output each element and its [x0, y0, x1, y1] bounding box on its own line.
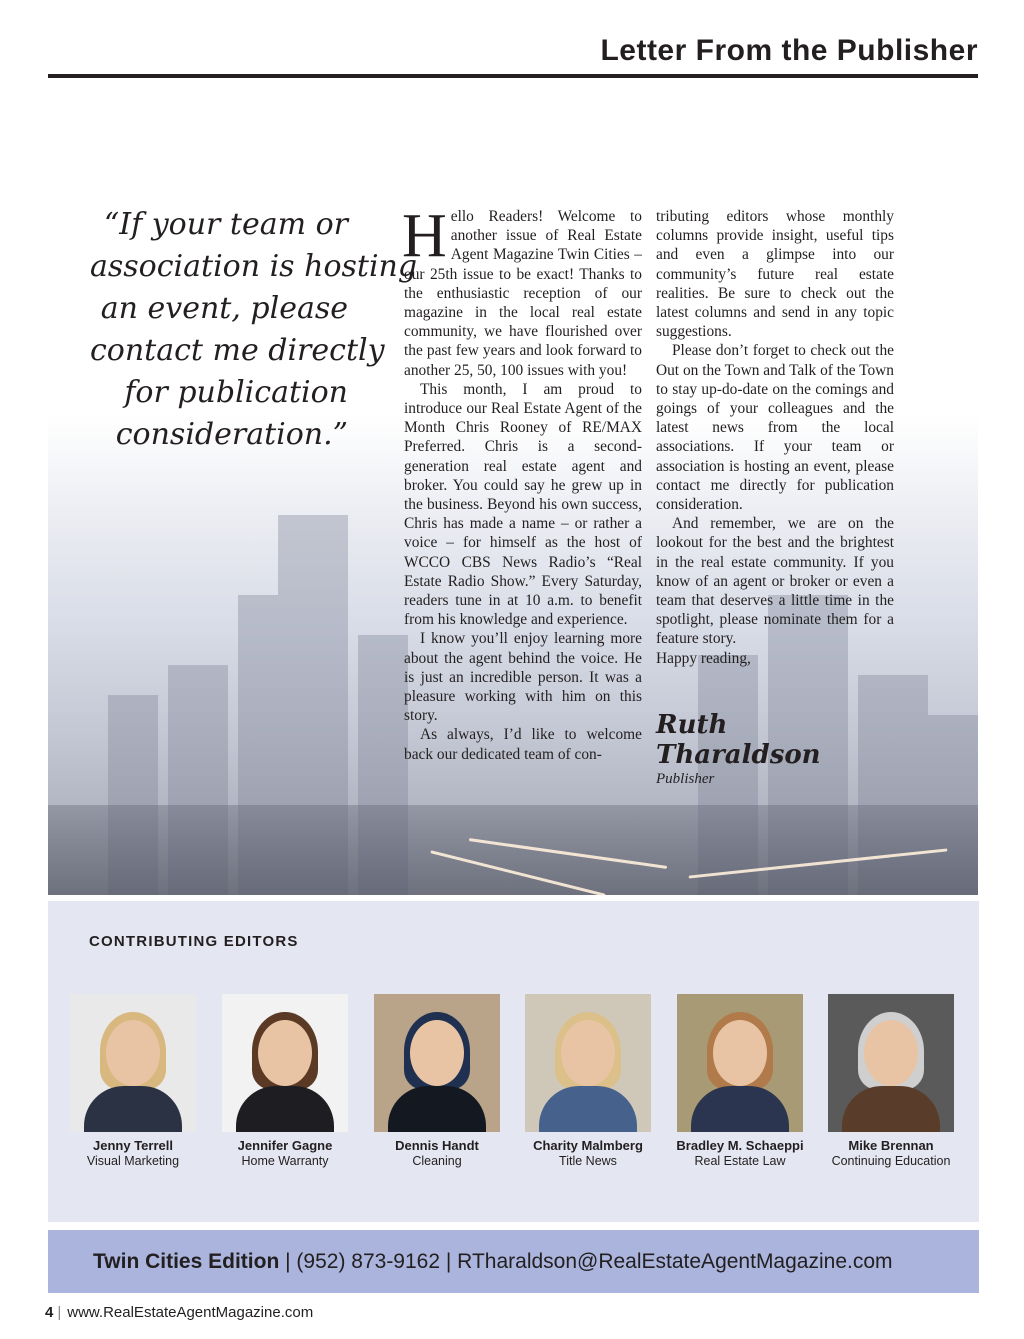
editor-photo [222, 994, 348, 1132]
editor-photo [677, 994, 803, 1132]
editor-photo [70, 994, 196, 1132]
editor-role: Home Warranty [241, 1154, 329, 1168]
publisher-signature: Ruth Tharaldson [656, 709, 821, 770]
letter-paragraph: And remember, we are on the lookout for the best and the brightest in the real estate community. If you know of an agent or broker or even a team that deserves a little time in the spotlight, please nominate them for a feature story. [656, 515, 894, 648]
editor-name: Bradley M. Schaeppi [676, 1138, 804, 1153]
editor-name: Jenny Terrell [93, 1138, 173, 1153]
letter-paragraph: As always, I’d like to welcome back our dedicated team of con- [404, 726, 642, 763]
editor-role: Cleaning [412, 1154, 462, 1168]
letter-paragraph: Please don’t forget to check out the Out on the Town and Talk of the Town to stay up-do-date on the comings and goings of your colleagues and the latest news from the local associations. If your team or association is hosting an event, please contact me directly for publication consideration. [656, 342, 894, 514]
page-title: Letter From the Publisher [600, 34, 978, 67]
editor-name: Mike Brennan [848, 1138, 934, 1153]
separator: | [285, 1250, 297, 1273]
page-number: 4 [45, 1304, 54, 1321]
drop-cap: H [402, 202, 447, 270]
editor-card [210, 994, 360, 1169]
editor-role: Visual Marketing [86, 1154, 180, 1168]
letter-paragraph: Hello Readers! Welcome to another issue of Real Estate Agent Magazine Twin Cities – our 25th issue to be exact! Thanks to the enthusiastic reception of our magazine in the local real estate community, we have flourished over the past few years and look forward to another 25, 50, 100 issues with you! [402, 202, 642, 379]
contact-phone[interactable]: (952) 873-9162 [296, 1250, 441, 1273]
separator: | [445, 1250, 458, 1273]
editor-card [58, 994, 208, 1169]
header-rule [48, 74, 978, 78]
contact-bar [48, 1230, 979, 1293]
editor-card [513, 994, 663, 1169]
pull-quote-line: an event, please [100, 291, 348, 326]
editor-card [665, 994, 815, 1169]
editor-role: Continuing Education [831, 1154, 951, 1168]
editor-name: Charity Malmberg [533, 1138, 643, 1153]
contact-email[interactable]: RTharaldson@RealEstateAgentMagazine.com [457, 1250, 893, 1273]
pull-quote-line: “If your team or [103, 207, 348, 242]
editor-photo [525, 994, 651, 1132]
letter-paragraph: I know you’ll enjoy learning more about the agent behind the voice. He is just an incredible person. It was a pleasure working with him on this story. [404, 630, 642, 725]
editors-heading: CONTRIBUTING EDITORS [89, 933, 299, 950]
contributing-editors-panel [48, 901, 979, 1222]
editor-card [362, 994, 512, 1169]
footer-website-link[interactable]: www.RealEstateAgentMagazine.com [67, 1304, 314, 1321]
page-footer [45, 1304, 313, 1321]
pull-quote-line: contact me directly [90, 333, 385, 368]
editor-photo [828, 994, 954, 1132]
publisher-title: Publisher [656, 770, 715, 787]
editor-role: Title News [559, 1154, 617, 1168]
editor-role: Real Estate Law [694, 1154, 786, 1168]
letter-column-1 [402, 202, 642, 764]
letter-paragraph: tributing editors whose monthly columns provide insight, useful tips and even a glimpse into our community’s future real estate realities. Be sure to check out the latest columns and send in any topic suggestions. [656, 208, 894, 341]
editor-name: Jennifer Gagne [237, 1138, 333, 1153]
editor-card [816, 994, 966, 1169]
letter-paragraph: This month, I am proud to introduce our Real Estate Agent of the Month Chris Rooney of RE/MAX Preferred. Chris is a second-generation real estate agent and broker. You could say he grew up in the business. Beyond his own success, Chris has made a name – or rather a voice – for himself as the host of WCCO CBS News Radio’s “Real Estate Radio Show.” Every Saturday, readers tune in at 10 a.m. to benefit from his knowledge and experience. [404, 380, 642, 629]
edition-name: Twin Cities Edition [93, 1250, 280, 1273]
editor-photo [374, 994, 500, 1132]
footer-separator: | [57, 1304, 62, 1321]
editor-name: Dennis Handt [395, 1138, 479, 1153]
pull-quote-line: for publication [124, 375, 348, 410]
pull-quote-line: consideration.” [115, 417, 348, 452]
pull-quote-line: association is hosting [90, 249, 418, 284]
letter-column-2 [656, 207, 894, 788]
letter-signoff: Happy reading, [656, 649, 751, 667]
pull-quote [90, 204, 418, 456]
